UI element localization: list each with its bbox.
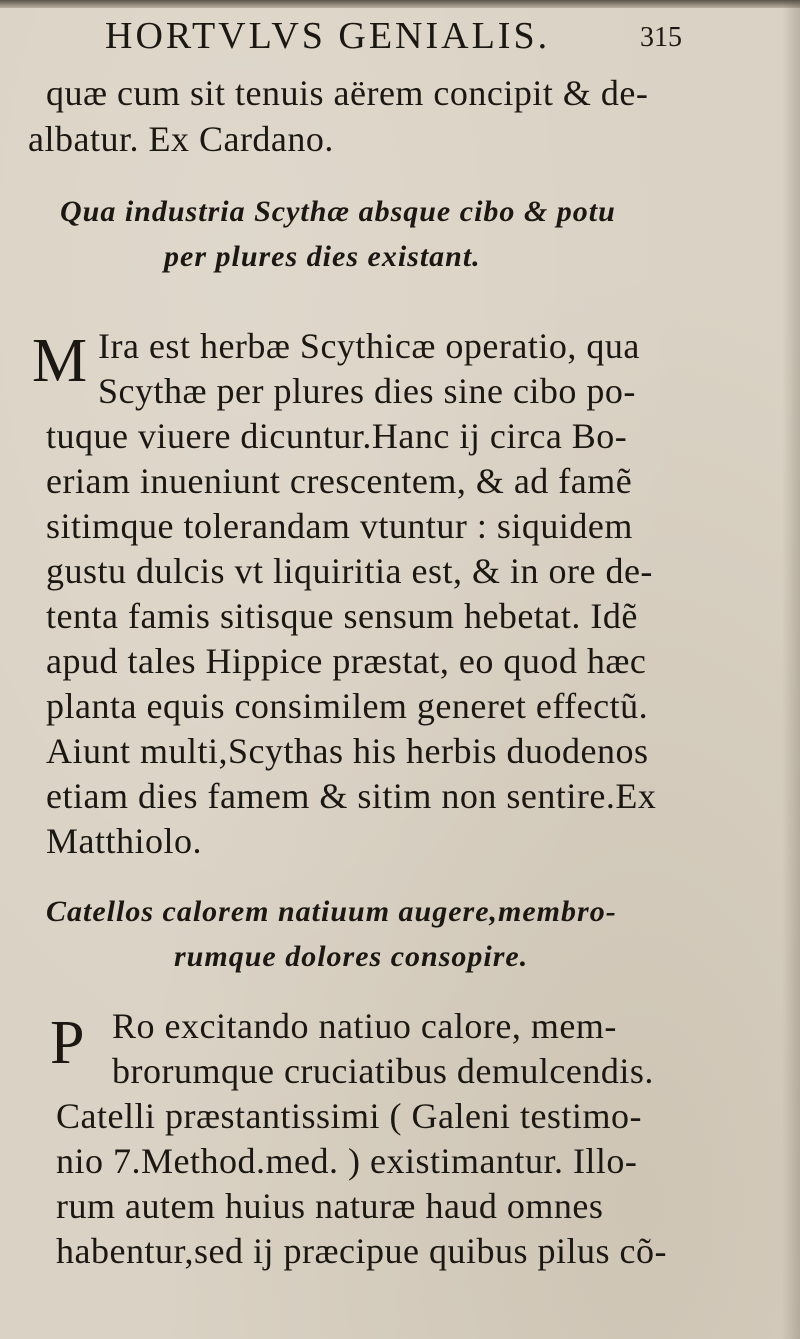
running-title: HORTVLVS GENIALIS. xyxy=(105,15,551,57)
body-line: nio 7.Method.med. ) existimantur. Illo- xyxy=(56,1141,638,1181)
page-top-edge xyxy=(0,0,800,8)
page-gutter-shadow xyxy=(782,0,800,1339)
body-line: brorumque cruciatibus demulcendis. xyxy=(112,1051,654,1091)
page-header xyxy=(0,12,800,62)
body-line: gustu dulcis vt liquiritia est, & in ore de- xyxy=(46,551,653,591)
section-heading: per plures dies existant. xyxy=(164,240,481,273)
body-line: Aiunt multi,Scythas his herbis duodenos xyxy=(46,731,649,771)
section-heading: Catellos calorem natiuum augere,membro- xyxy=(46,895,617,928)
body-line: quæ cum sit tenuis aërem concipit & de- xyxy=(46,73,649,113)
body-line: Catelli præstantissimi ( Galeni testimo- xyxy=(56,1096,642,1136)
body-line: Ro excitando natiuo calore, mem- xyxy=(112,1006,617,1046)
body-line: planta equis consimilem generet effectũ. xyxy=(46,686,649,726)
drop-cap: M xyxy=(32,327,88,395)
page-number: 315 xyxy=(640,22,682,53)
body-line: apud tales Hippice præstat, eo quod hæc xyxy=(46,641,647,681)
body-line: habentur,sed ij præcipue quibus pilus cõ- xyxy=(56,1231,667,1271)
body-line: tuque viuere dicuntur.Hanc ij circa Bo- xyxy=(46,416,628,456)
body-line: etiam dies famem & sitim non sentire.Ex xyxy=(46,776,657,816)
body-line: eriam inueniunt crescentem, & ad famẽ xyxy=(46,461,633,501)
body-line: Matthiolo. xyxy=(46,821,202,861)
body-line: rum autem huius naturæ haud omnes xyxy=(56,1186,604,1226)
body-line: Scythæ per plures dies sine cibo po- xyxy=(98,371,636,411)
body-line: Ira est herbæ Scythicæ operatio, qua xyxy=(98,326,640,366)
section-heading: Qua industria Scythæ absque cibo & potu xyxy=(60,195,616,228)
body-line: tenta famis sitisque sensum hebetat. Idẽ xyxy=(46,596,638,636)
body-line: albatur. Ex Cardano. xyxy=(28,119,334,159)
section-heading: rumque dolores consopire. xyxy=(174,940,529,973)
body-line: sitimque tolerandam vtuntur : siquidem xyxy=(46,506,633,546)
drop-cap: P xyxy=(50,1009,85,1077)
